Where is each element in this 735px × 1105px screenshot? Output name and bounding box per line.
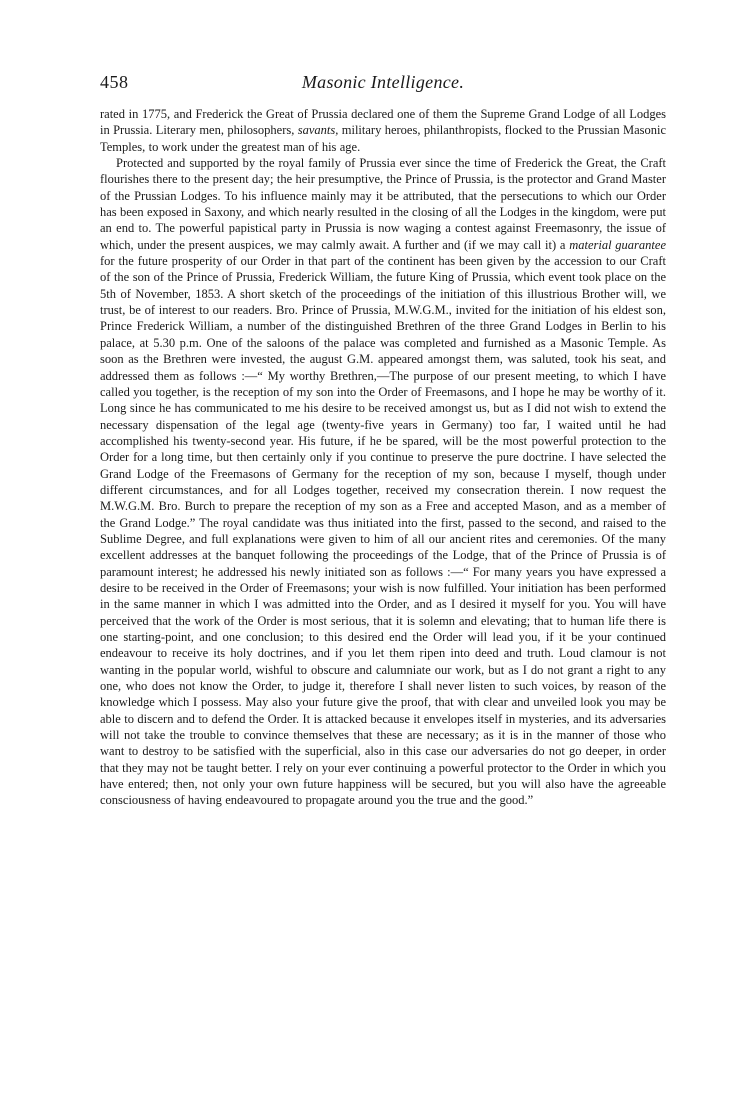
page: [100, 72, 666, 809]
text-run: rated in 1775, and Frederick the Great of Prussia declared one of them the Supreme Grand Lodge of all Lodges in Prussia. Literary men, philosophers,: [100, 107, 666, 138]
text-run: military heroes, philanthropists, flocked to the Prussian Masonic Temples, to work under the greatest man of his age.: [100, 123, 667, 154]
page-number: 458: [100, 72, 129, 92]
article-body: [100, 106, 666, 809]
text-run: for the future prosperity of our Order in that part of the continent has been given by the accession to our Craft of the son of the Prince of Prussia, Frederick William, the future King of Prussia, which event took place on the 5th of November, 1853. A short sketch of the proceedings of the initiation of this illustrious Brother will, we trust, be of interest to our readers. Bro. Prince of Prussia, M.W.G.M., invited for the initiation of his eldest son, Prince Frederick William, a number of the distinguished Brethren of the three Grand Lodges in Berlin to his palace, at 5.30 p.m. One of the saloons of the palace was completed and furnished as a Masonic Temple. As soon as the Brethren were invested, the august G.M. appeared amongst them, was saluted, took his seat, and addressed them as follows :—“ My worthy Brethren,—The purpose of our present meeting, to which I have called you together, is the reception of my son into the Order of Freemasons, and I hope he may be worthy of it. Long since he has communicated to me his desire to be received amongst us, but as I did not wish to extend the necessary dispensation of the legal age (twenty-five years in Germany) too far, I waited until he had accomplished his twenty-second year. His future, if he be spared, will be the most powerful protection to the Order for a long time, but then certainly only if you continue to preserve the pure doctrine. I have selected the Grand Lodge of the Freemasons of Germany for the reception of my son, because I myself, though under different circumstances, and for all Lodges together, received my consecration therein. I now request the M.W.G.M. Bro. Burch to prepare the reception of my son as a Free and accepted Mason, and as a member of the Grand Lodge.” The royal candidate was thus initiated into the first, passed to the second, and raised to the Sublime Degree, and full explanations were given to him of all our ancient rites and ceremonies. Of the many excellent addresses at the banquet following the proceedings of the Lodge, that of the Prince of Prussia is of paramount interest; he addressed his newly initiated son as follows :—“ For many years you have expressed a desire to be received in the Order of Freemasons; your wish is now fulfilled. Your initiation has been performed in the same manner in which I was admitted into the Order, and as I desired it myself for you. You will have perceived that the work of the Order is most serious, that it is solemn and elevating; that to human life there is one starting-point, and one conclusion; to this desired end the Order will lead you, if it be your continued endeavour to receive its holy doctrines, and if you let them ripen into deed and truth. Loud clamour is not wanting in the popular world, wishful to obscure and calumniate our work, but as I do not grant a right to any one, who does not know the Order, to judge it, therefore I shall never listen to such voices, by reason of the knowledge which I possess. May also your future give the proof, that with clear and unveiled look you may be able to discern and to defend the Order. It is attacked because it envelopes itself in mysteries, and its adversaries will not take the trouble to convince themselves that these are necessary; as it is in the manner of those who want to destroy to be satisfied with the superficial, also in this case our adversaries do not go deeper, in order that they may not be taught better. I rely on your ever continuing a powerful protector to the Order in which you have entered; then, not only your own future happiness will be secured, but you will also have the agreeable consciousness of having endeavoured to propagate around you the true and the good.”: [100, 254, 666, 808]
paragraph: [100, 106, 666, 155]
italic-text-run: savants,: [297, 123, 339, 138]
running-title: Masonic Intelligence.: [301, 72, 465, 92]
text-run: Protected and supported by the royal family of Prussia ever since the time of Frederick the Great, the Craft flourishes there to the present day; the heir presumptive, the Prince of Prussia, is the protector and Grand Master of the Prussian Lodges. To his influence mainly may it be attributed, that the persecutions to which our Order has been exposed in Saxony, and which nearly resulted in the closing of all the Lodges in the kingdom, were put an end to. The powerful papistical party in Prussia is now waging a contest against Freemasonry, the issue of which, under the present auspices, we may calmly await. A further and (if we may call it) a: [100, 156, 666, 252]
page-header: [100, 72, 666, 96]
paragraph: [100, 155, 666, 809]
italic-text-run: material guarantee: [569, 237, 666, 252]
